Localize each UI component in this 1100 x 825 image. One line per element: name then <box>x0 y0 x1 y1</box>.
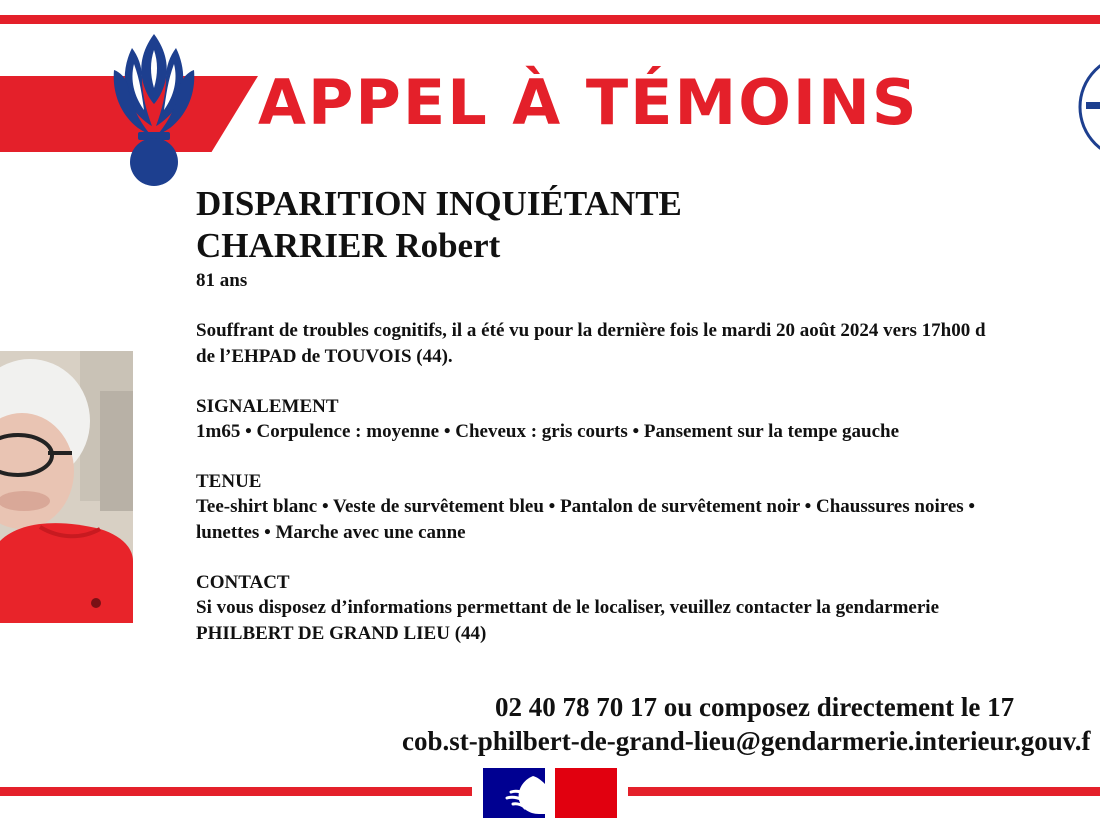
marianne-republique-francaise-icon <box>483 768 617 818</box>
section-title: TENUE <box>196 471 262 492</box>
person-name: CHARRIER Robert <box>196 226 501 265</box>
section-text: Tee-shirt blanc • Veste de survêtement bleu • Pantalon de survêtement noir • Chaussures noires • <box>196 496 976 517</box>
section-text: PHILBERT DE GRAND LIEU (44) <box>196 623 487 644</box>
description <box>196 318 1100 370</box>
section-text: lunettes • Marche avec une canne <box>196 522 466 543</box>
section-text: 1m65 • Corpulence : moyenne • Cheveux : gris courts • Pansement sur la tempe gauche <box>196 421 899 442</box>
section-title: CONTACT <box>196 572 290 593</box>
bottom-red-line-left <box>0 787 472 796</box>
notice-title: DISPARITION INQUIÉTANTE <box>196 184 682 223</box>
section-signalement <box>196 394 1100 445</box>
missing-person-photo <box>0 351 133 623</box>
section-contact <box>196 570 1100 647</box>
section-title: SIGNALEMENT <box>196 396 339 417</box>
contact-email[interactable]: cob.st-philbert-de-grand-lieu@gendarmerie.interieur.gouv.f <box>402 726 1091 756</box>
top-red-border <box>0 15 1100 24</box>
contact-phone[interactable]: 02 40 78 70 17 ou composez directement le 17 <box>495 692 1015 722</box>
notice-content <box>196 184 1100 647</box>
headline-appel-a-temoins: APPEL À TÉMOINS <box>258 66 919 139</box>
portrait-image <box>0 351 133 623</box>
partner-logo-icon <box>1074 52 1100 162</box>
description-line: Souffrant de troubles cognitifs, il a été vu pour la dernière fois le mardi 20 août 2024 vers 17h00 d <box>196 320 986 341</box>
description-line: de l’EHPAD de TOUVOIS (44). <box>196 346 453 367</box>
section-text: Si vous disposez d’informations permettant de le localiser, veuillez contacter la gendarmerie <box>196 597 940 618</box>
person-age: 81 ans <box>196 270 248 291</box>
gendarmerie-grenade-icon <box>108 30 200 188</box>
bottom-red-line-right <box>628 787 1100 796</box>
section-tenue <box>196 469 1100 546</box>
